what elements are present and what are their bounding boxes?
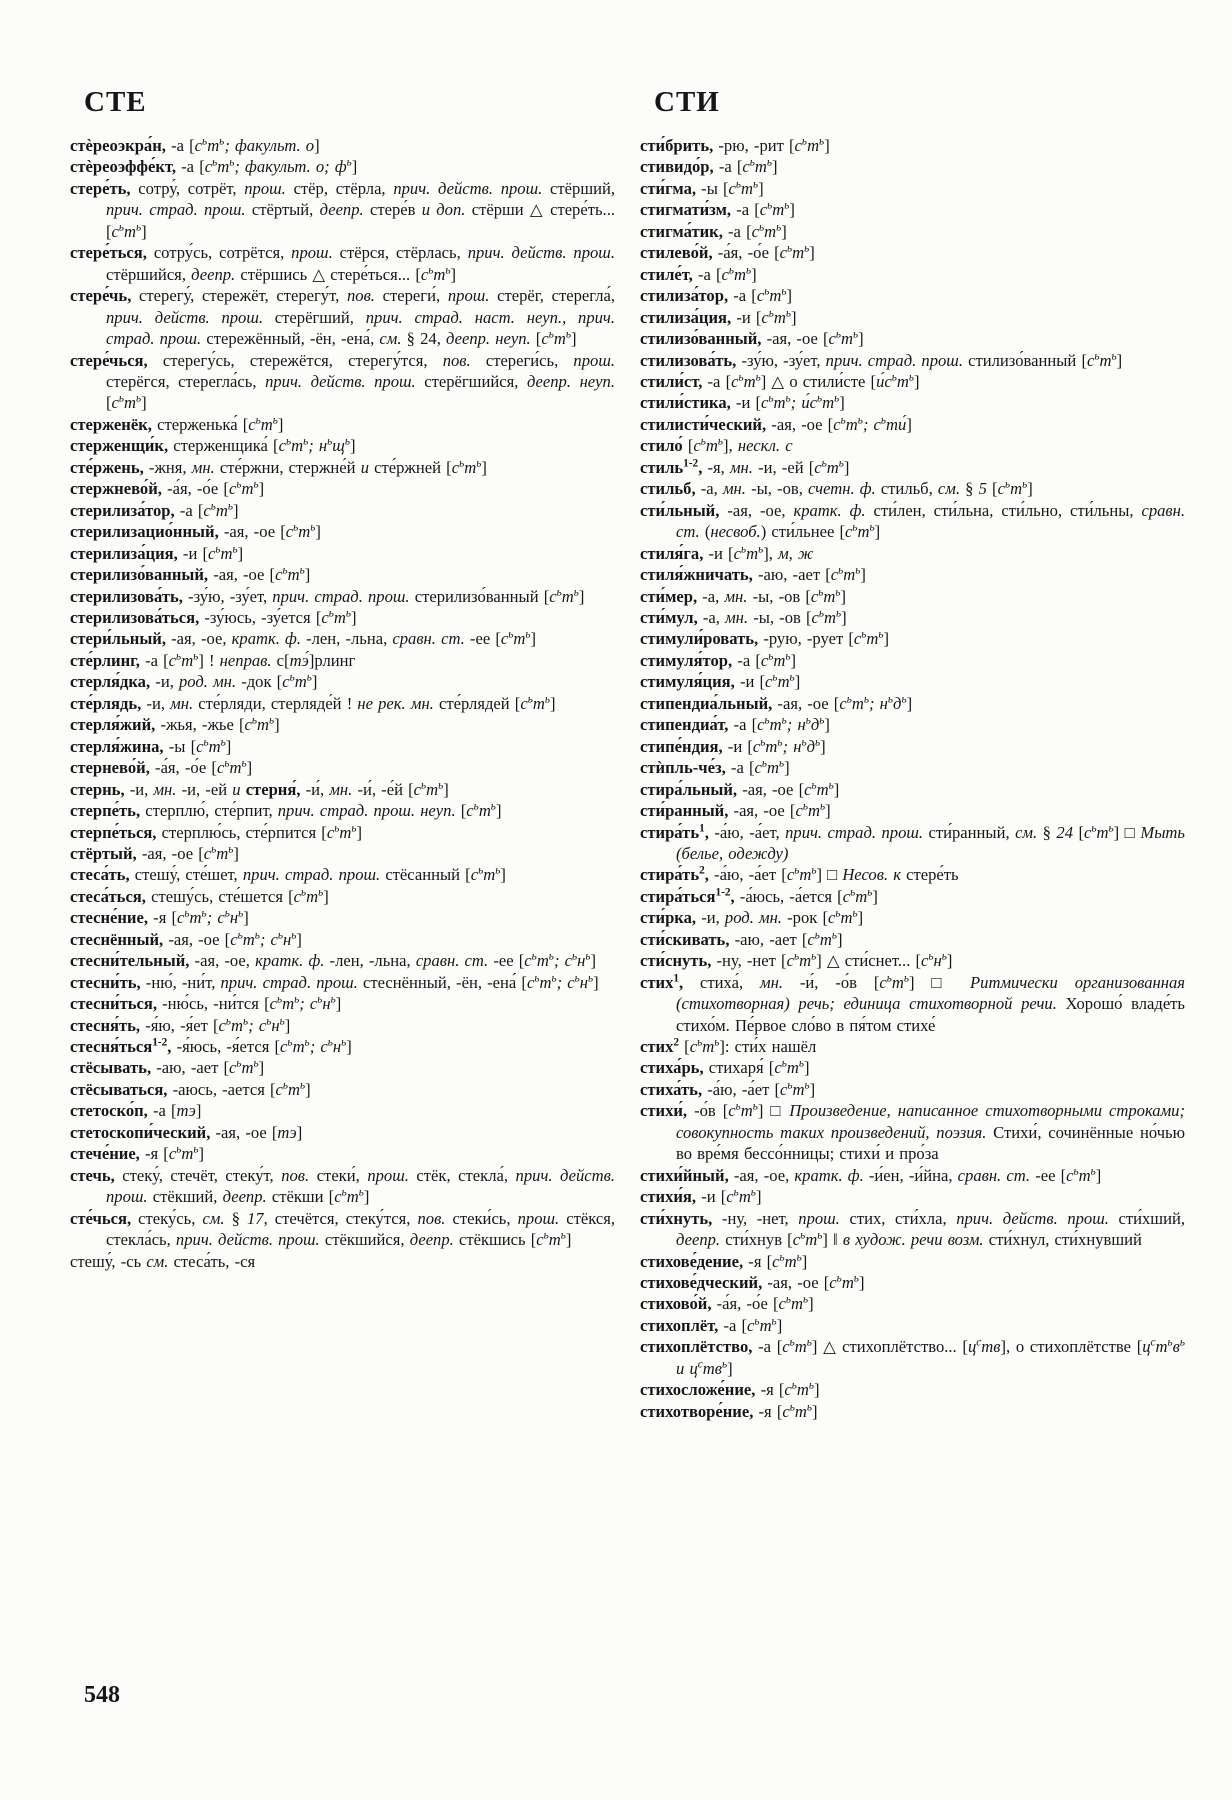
dictionary-entry: стихово́й, -а́я, -о́е $[с^ьт^ь]$: [640, 1293, 814, 1314]
dictionary-entry: сти́мул, -а, мн. -ы, -ов $[с^ьт^ь]$: [640, 607, 847, 627]
dictionary-entry: стерилиза́тор, -а $[с^ьт^ь]$: [70, 500, 239, 520]
dictionary-entry: стерилизова́ть, -зу́ю, -зу́ет, прич. страд. прош. стерилизо́ванный $[с^ьт^ь]$: [70, 585, 585, 606]
dictionary-entry: стилисти́ческий, -ая, -ое [$с^ьт^ь$; $с^ьти́$]: [640, 414, 912, 434]
page-number: 548: [84, 1682, 120, 1708]
dictionary-entry: стихи́, -о́в $[с^ьт^ь]$ □ Произведение, написанное стихотворными строками; совокупность таких произведений, поэзия. Стихи́, сочинённые но́чью во вре́мя бессо́нницы; стихи́ и про́за: [640, 1100, 1185, 1164]
dictionary-entry: стерилизова́ться, -зу́юсь, -зу́ется $[с^ьт^ь]$: [70, 607, 357, 627]
dictionary-entry: стих$^1$, стиха́, мн. -и́, -о́в $[с^ьт^ь]$ □ Ритмически организованная (стихотворная) речь; единица стихотворной речи. Хорошо́ владе́ть стихо́м. Пе́рвое сло́во в пя́том стихе́: [640, 972, 1186, 1035]
dictionary-entry: стиле́т, -а $[с^ьт^ь]$: [640, 264, 757, 284]
dictionary-entry: стигмати́зм, -а $[с^ьт^ь]$: [640, 199, 795, 220]
dictionary-entry: стимуля́тор, -а $[с^ьт^ь]$: [640, 650, 797, 670]
dictionary-entry: стиха́ть, -а́ю, -а́ет $[с^ьт^ь]$: [640, 1079, 816, 1099]
dictionary-entry: стих$^2$ $[с^ьт^ь]$: сти́х нашёл: [640, 1036, 817, 1057]
left-column: [70, 86, 615, 1272]
dictionary-entry: сте́ржень, -жня, мн. сте́ржни, стержне́й и сте́ржней $[с^ьт^ь]$: [70, 457, 487, 477]
dictionary-entry: сти́гма, -ы $[с^ьт^ь]$: [640, 178, 764, 198]
dictionary-entry: стѐреоэффе́кт, -а [$с^ьт^ь$; факульт. о; $ф^ь$]: [70, 156, 358, 177]
dictionary-entry: стило́ $[с^ьт^ь]$, нескл. с: [640, 435, 793, 456]
dictionary-entry: стихове́дение, -я $[с^ьт^ь]$: [640, 1251, 808, 1271]
dictionary-entry: стере́чь, стерегу́, стережёт, стерегу́т, пов. стереги́, прош. стерёг, стерегла́, прич. действ. прош. стерёгший, прич. страд. наст. неуп., прич. страд. прош. стережённый, -ён, -ена́, см. § 24, деепр. неуп. $[с^ьт^ь]$: [70, 286, 615, 349]
dictionary-entry: стихоплётство, -а $[с^ьт^ь]$ △ стихоплётство... $[ц^ств]$, о стихоплётстве [$ц^ст^ьв^ь$ и $ц^ств^ь$]: [640, 1336, 1185, 1378]
dictionary-entry: сти́скивать, -аю, -ает $[с^ьт^ь]$: [640, 929, 843, 949]
dictionary-entry: стерля́дка, -и, род. мн. -док $[с^ьт^ь]$: [70, 671, 318, 692]
dictionary-entry: сти́ранный, -ая, -ое $[с^ьт^ь]$: [640, 800, 831, 821]
dictionary-entry: стеса́ть, стешу́, сте́шет, прич. страд. прош. стёсанный $[с^ьт^ь]$: [70, 864, 506, 885]
dictionary-entry: сти́брить, -рю, -рит $[с^ьт^ь]$: [640, 135, 830, 155]
dictionary-entry: стешу́, -сь см. стеса́ть, -ся: [70, 1251, 256, 1271]
dictionary-entry: стерилизацио́нный, -ая, -ое $[с^ьт^ь]$: [70, 521, 321, 542]
dictionary-entry: сте́рлядь, -и, мн. сте́рляди, стерляде́й ! не рек. мн. сте́рлядей $[с^ьт^ь]$: [70, 693, 556, 713]
dictionary-entry: стеса́ться, стешу́сь, сте́шется $[с^ьт^ь]$: [70, 886, 329, 906]
dictionary-entry: сти́льный, -ая, -ое, кратк. ф. сти́лен, сти́льна, сти́льно, сти́льны, сравн. ст. (несвоб.) сти́льнее $[с^ьт^ь]$: [640, 500, 1185, 542]
dictionary-entry: стёртый, -ая, -ое $[с^ьт^ь]$: [70, 843, 239, 863]
left-column-entries: [70, 135, 615, 1272]
dictionary-entry: стерилизо́ванный, -ая, -ое $[с^ьт^ь]$: [70, 564, 311, 585]
dictionary-entry: стипе́ндия, -и [$с^ьт^ь$; $н^ьд^ь$]: [640, 736, 826, 756]
dictionary-entry: стиха́рь, стихаря́ $[с^ьт^ь]$: [640, 1057, 810, 1078]
right-column: [640, 86, 1185, 1422]
dictionary-entry: стере́ться, сотру́сь, сотрётся, прош. стёрся, стёрлась, прич. действ. прош. стёршийся, деепр. стёршись △ стере́ться... $[с^ьт^ь]$: [70, 243, 615, 284]
dictionary-entry: $стира́ть^1$, -а́ю, -а́ет, прич. страд. прош. сти́ранный, см. § 24 $[с^ьт^ь]$ □ Мыть (белье, одежду): [640, 821, 1185, 863]
right-column-entries: [640, 135, 1185, 1422]
dictionary-entry: стиля́га, -и $[с^ьт^ь]$, м, ж: [640, 543, 814, 563]
dictionary-entry: стетоско́п, -а [тэ]: [70, 1101, 202, 1121]
dictionary-entry: стере́ть, сотру́, сотрёт, прош. стёр, стёрла, прич. действ. прош. стёрший, прич. страд. прош. стёртый, деепр. стере́в и доп. стёрши △ стере́ть... $[с^ьт^ь]$: [70, 178, 615, 241]
dictionary-entry: сти́рка, -и, род. мн. -рок $[с^ьт^ь]$: [640, 907, 864, 928]
dictionary-entry: стилиза́тор, -а $[с^ьт^ь]$: [640, 285, 792, 306]
dictionary-entry: стёсываться, -аюсь, -ается $[с^ьт^ь]$: [70, 1079, 311, 1099]
dictionary-entry: стили́стика, -и [$с^ьт^ь$; $и́с^ьт^ь$]: [640, 392, 845, 413]
dictionary-entry: стили́ст, -а $[с^ьт^ь]$ △ о стили́сте $[и́с^ьт^ь]$: [640, 371, 920, 391]
dictionary-entry: стече́ние, -я $[с^ьт^ь]$: [70, 1143, 204, 1164]
dictionary-entry: стесни́ть, -ню́, -ни́т, прич. страд. прош. стеснённый, -ён, -ена́ [$с^ьт^ь$; $с^ьн^ь$]: [70, 972, 599, 992]
dictionary-entry: сти́хнуть, -ну, -нет, прош. стих, сти́хла, прич. действ. прош. сти́хший, деепр. сти́хнув $[с^ьт^ь]$ ‖ в худож. речи возм. сти́хнул, сти́хнувший: [640, 1208, 1185, 1250]
dictionary-entry: стетоскопи́ческий, -ая, -ое [тэ]: [70, 1122, 303, 1142]
dictionary-entry: сте́чься, стеку́сь, см. § 17, стечётся, стеку́тся, пов. стеки́сь, прош. стёкся, стекла́сь, прич. действ. прош. стёкшийся, деепр. стёкшись $[с^ьт^ь]$: [70, 1208, 616, 1250]
dictionary-entry: стечь, стеку́, стечёт, стеку́т, пов. стеки́, прош. стёк, стекла́, прич. действ. прош. стёкший, деепр. стёкши $[с^ьт^ь]$: [70, 1165, 616, 1207]
dictionary-entry: стимуля́ция, -и $[с^ьт^ь]$: [640, 671, 801, 692]
dictionary-entry: стерля́жий, -жья, -жье $[с^ьт^ь]$: [70, 714, 280, 735]
dictionary-entry: стесне́ние, -я [$с^ьт^ь$; $с^ьн^ь$]: [70, 907, 249, 928]
dictionary-entry: сте́рлинг, -а $[с^ьт^ь]$ ! неправ. с[тэ́]рлинг: [70, 650, 356, 670]
dictionary-entry: стилизова́ть, -зу́ю, -зу́ет, прич. страд. прош. стилизо́ванный $[с^ьт^ь]$: [640, 350, 1123, 370]
dictionary-entry: стильб, -а, мн. -ы, -ов, счетн. ф. стильб, см. § 5 $[с^ьт^ь]$: [640, 478, 1033, 499]
dictionary-entry: стеснённый, -ая, -ое [$с^ьт^ь$; $с^ьн^ь$]: [70, 929, 302, 949]
dictionary-entry: стесня́ть, -я́ю, -я́ет [$с^ьт^ь$; $с^ьн^ь$]: [70, 1015, 291, 1035]
dictionary-entry: стере́чься, стерегу́сь, стережётся, стерегу́тся, пов. стереги́сь, прош. стерёгся, стерегла́сь, прич. действ. прош. стерёгшийся, деепр. неуп. $[с^ьт^ь]$: [70, 350, 615, 413]
dictionary-entry: сти́мер, -а, мн. -ы, -ов $[с^ьт^ь]$: [640, 585, 847, 606]
dictionary-entry: стѐреоэкра́н, -а [$с^ьт^ь$; факульт. о]: [70, 135, 320, 155]
dictionary-entry: стернь, -и, мн. -и, -ей и стерня́, -и́, мн. -и́, -е́й $[с^ьт^ь]$: [70, 779, 449, 799]
dictionary-entry: стернево́й, -а́я, -о́е $[с^ьт^ь]$: [70, 757, 253, 778]
dictionary-entry: стира́ться$^{1-2}$, -а́юсь, -а́ется $[с^ьт^ь]$: [640, 886, 878, 906]
dictionary-entry: стихове́дческий, -ая, -ое $[с^ьт^ь]$: [640, 1272, 865, 1293]
dictionary-entry: стилизо́ванный, -ая, -ое $[с^ьт^ь]$: [640, 328, 864, 349]
dictionary-entry: стиль$^{1-2}$, -я, мн. -и, -ей $[с^ьт^ь]$: [640, 457, 850, 477]
dictionary-entry: стесни́тельный, -ая, -ое, кратк. ф. -лен, -льна, сравн. ст. -ее [$с^ьт^ь$; $с^ьн^ь$]: [70, 950, 597, 971]
dictionary-entry: стихи́я, -и $[с^ьт^ь]$: [640, 1186, 762, 1207]
dictionary-entry: стивидо́р, -а $[с^ьт^ь]$: [640, 156, 778, 177]
dictionary-entry: стерженёк, стерженька́ $[с^ьт^ь]$: [70, 414, 284, 434]
dictionary-entry: стигма́тик, -а $[с^ьт^ь]$: [640, 221, 787, 241]
dictionary-entry: стихотворе́ние, -я $[с^ьт^ь]$: [640, 1401, 818, 1421]
dictionary-entry: стихосложе́ние, -я $[с^ьт^ь]$: [640, 1379, 820, 1400]
dictionary-entry: стесни́ться, -ню́сь, -ни́тся [$с^ьт^ь$; $с^ьн^ь$]: [70, 993, 342, 1014]
dictionary-entry: стесня́ться$^{1-2}$, -я́юсь, -я́ется [$с^ьт^ь$; $с^ьн^ь$]: [70, 1036, 352, 1057]
dictionary-entry: стилиза́ция, -и $[с^ьт^ь]$: [640, 307, 797, 327]
dictionary-entry: стихоплёт, -а $[с^ьт^ь]$: [640, 1315, 783, 1335]
dictionary-entry: стерля́жина, -ы $[с^ьт^ь]$: [70, 736, 232, 756]
dictionary-entry: стѝпль-че́з, -а $[с^ьт^ь]$: [640, 757, 790, 778]
left-column-header: СТЕ: [84, 86, 147, 118]
dictionary-entry: стиля́жничать, -аю, -ает $[с^ьт^ь]$: [640, 564, 866, 585]
dictionary-entry: стерпе́ть, стерплю́, сте́рпит, прич. страд. прош. неуп. $[с^ьт^ь]$: [70, 800, 502, 821]
dictionary-entry: стерилиза́ция, -и $[с^ьт^ь]$: [70, 543, 244, 563]
dictionary-entry: стери́льный, -ая, -ое, кратк. ф. -лен, -льна, сравн. ст. -ее $[с^ьт^ь]$: [70, 628, 537, 649]
right-column-header: СТИ: [654, 86, 720, 118]
dictionary-entry: стипендиа́т, -а [$с^ьт^ь$; $н^ьд^ь$]: [640, 714, 830, 735]
dictionary-entry: стихи́йный, -ая, -ое, кратк. ф. -и́ен, -и́йна, сравн. ст. -ее $[с^ьт^ь]$: [640, 1165, 1102, 1185]
dictionary-entry: стержнево́й, -а́я, -о́е $[с^ьт^ь]$: [70, 478, 265, 499]
dictionary-entry: стимули́ровать, -рую, -рует $[с^ьт^ь]$: [640, 628, 890, 649]
dictionary-entry: стира́льный, -ая, -ое $[с^ьт^ь]$: [640, 779, 840, 799]
dictionary-entry: стипендиа́льный, -ая, -ое [$с^ьт^ь$; $н^ьд^ь$]: [640, 693, 913, 713]
dictionary-entry: сти́снуть, -ну, -нет $[с^ьт^ь]$ △ сти́снет... $[с^ьн^ь]$: [640, 950, 953, 971]
dictionary-entry: стерпе́ться, стерплю́сь, сте́рпится $[с^ьт^ь]$: [70, 821, 363, 842]
dictionary-entry: $стира́ть^2$, -а́ю, -а́ет $[с^ьт^ь]$ □ Несов. к стере́ть: [640, 864, 959, 885]
dictionary-entry: стерженщи́к, стерженщика́ [$с^ьт^ь$; $н^ьщ^ь$]: [70, 435, 356, 456]
dictionary-entry: стилево́й, -а́я, -о́е $[с^ьт^ь]$: [640, 242, 815, 263]
dictionary-entry: стёсывать, -аю, -ает $[с^ьт^ь]$: [70, 1057, 265, 1078]
